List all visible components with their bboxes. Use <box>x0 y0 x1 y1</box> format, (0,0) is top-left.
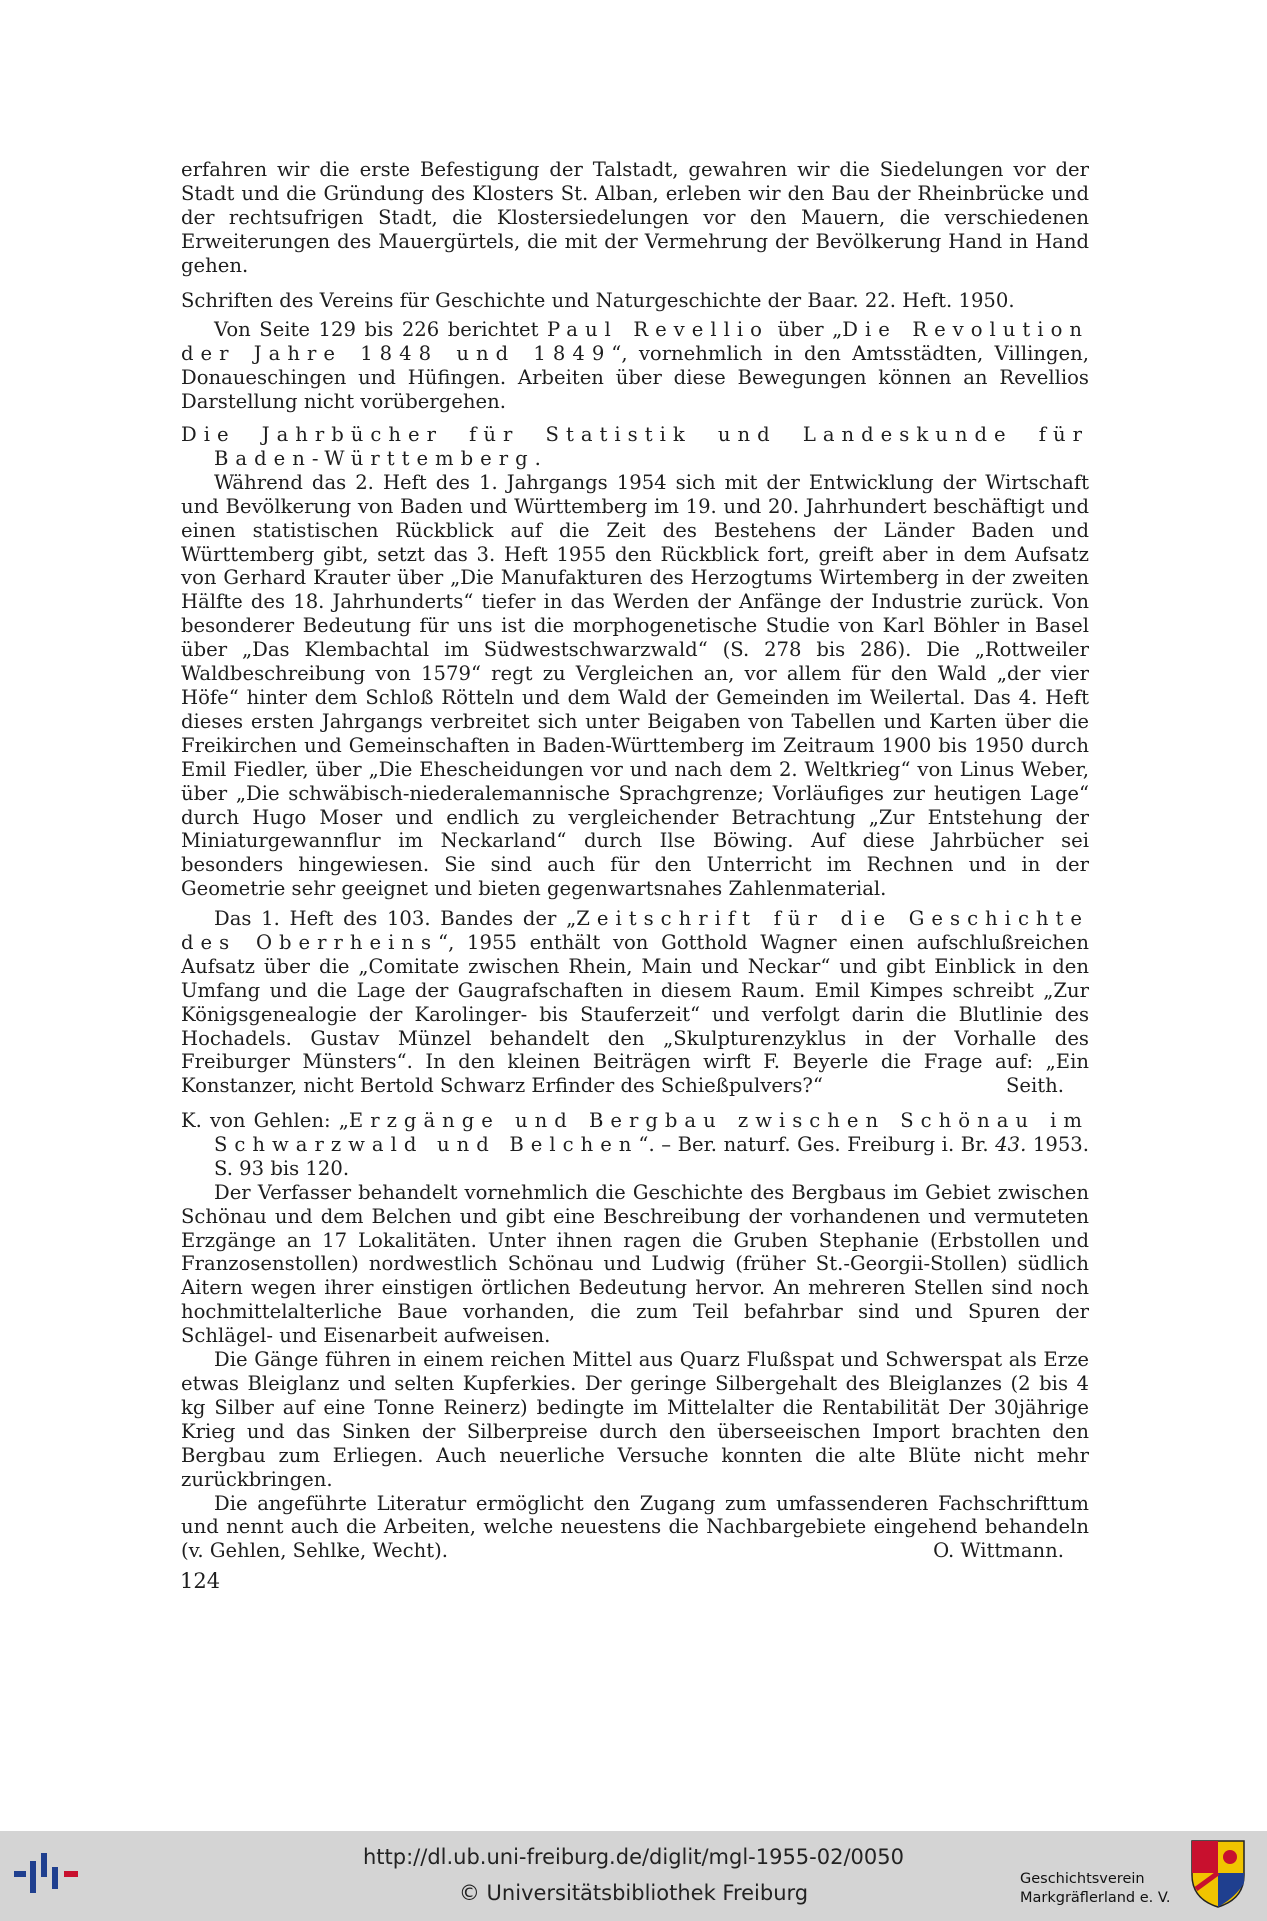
review-body: Die Gänge führen in einem reichen Mittel aus Quarz Flußspat und Schwerspat als Erze etwas Bleiglanz und selten Kupferkies. Der geringe Silbergehalt des Bleiglanzes (2 bis 4 kg Silber auf eine Tonne Reinerz) bedingte im Mittelalter die Rentabilität Der 30jährige Krieg und das Sinken der Silberpreise durch den überseeischen Import brachten den Bergbau zum Erliegen. Auch neuerliche Versuche konnten die alte Blüte nicht mehr zurückbringen. <box>181 1348 1089 1491</box>
review-baar <box>181 289 1089 414</box>
review-body: Während das 2. Heft des 1. Jahrgangs 1954 sich mit der Entwicklung der Wirtschaft und Bevölkerung von Baden und Württemberg im 19. und 20. Jahrhundert beschäftigt und einen statistischen Rückblick auf die Zeit des Bestehens der Länder Baden und Württemberg gibt, setzt das 3. Heft 1955 den Rückblick fort, greift aber in dem Aufsatz von Gerhard Krauter über „Die Manufakturen des Herzogtums Wirtemberg in der zweiten Hälfte des 18. Jahrhunderts“ tiefer in das Werden der Anfänge der Industrie zurück. Von besonderer Bedeutung für uns ist die morphogenetische Studie von Karl Böhler in Basel über „Das Klembachtal im Südwestschwarzwald“ (S. 278 bis 286). Die „Rottweiler Waldbeschreibung von 1579“ regt zu Vergleichen an, vor allem für den Wald „der vier Höfe“ hinter dem Schloß Rötteln und dem Wald der Gemeinden im Weilertal. Das 4. Heft dieses ersten Jahrgangs verbreitet sich unter Beigaben von Tabellen und Karten über die Freikirchen und Gemeinschaften in Baden-Württemberg im Zeitraum 1900 bis 1950 durch Emil Fiedler, über „Die Ehescheidungen vor und nach dem 2. Weltkrieg“ von Linus Weber, über „Die schwäbisch-niederalemannische Sprachgrenze; Vorläufiges zur heutigen Lage“ durch Hugo Moser und endlich zu vergleichender Betrachtung „Zur Entstehung der Miniaturgewannflur im Neckarland“ durch Ilse Böwing. Auf diese Jahrbücher sei besonders hingewiesen. Sie sind auch für den Unterricht im Rechnen und in der Geometrie sehr geeignet und bieten gegenwartsnahes Zahlenmaterial. <box>181 470 1089 901</box>
review-body: Von Seite 129 bis 226 berichtet Paul Revellio über „Die Revolution der Jahre 1848 und 1849“, vornehmlich in den Amtsstädten, Villingen, Donaueschingen und Hüfingen. Arbeiten über diese Bewegungen können an Revellios Darstellung nicht vorübergehen. <box>181 317 1089 413</box>
journal-title: Zeitschrift für die Geschichte des Oberrheins <box>181 907 1090 954</box>
review-body: Das 1. Heft des 103. Bandes der „Zeitschrift für die Geschichte des Oberrheins“, 1955 enthält von Gotthold Wagner einen aufschlußreichen Aufsatz über die „Comitate zwischen Rhein, Main und Neckar“ und gibt Einblick in den Umfang und die Lage der Gaugrafschaften in diesem Raum. Emil Kimpes schreibt „Zur Königsgenealogie der Karolinger- bis Stauferzeit“ und verfolgt darin die Blutlinie des Hochadels. Gustav Münzel behandelt den „Skulpturenzyklus in der Vorhalle des Freiburger Münsters“. In den kleinen Beiträgen wirft F. Beyerle die Frage auf: „Ein Konstanzer, nicht Bertold Schwarz Erfinder des Schießpulvers?“ Seith. <box>181 907 1090 1098</box>
document-url[interactable]: http://dl.ub.uni-freiburg.de/diglit/mgl-1955-02/0050 <box>362 1845 904 1869</box>
society-name-line1: Geschichtsverein <box>1020 1871 1145 1887</box>
review-jahrbuecher <box>181 423 1089 901</box>
review-gehlen <box>181 1109 1089 1563</box>
volume-number: 43. <box>995 1132 1027 1156</box>
author-name: Paul Revellio <box>546 317 769 341</box>
paragraph-continuation <box>181 158 1089 278</box>
page-number: 124 <box>180 1569 221 1593</box>
article-title: Die Revolution der Jahre 1848 und 1849 <box>181 317 1089 365</box>
reviewer-signature: O. Wittmann. <box>933 1539 1064 1563</box>
coat-of-arms-icon <box>1190 1839 1246 1909</box>
review-title: Die Jahrbücher für Statistik und Landeskunde für Baden-Württemberg. <box>181 423 1089 470</box>
footer-bar <box>0 1831 1267 1921</box>
society-name-line2: Markgräflerland e. V. <box>1020 1890 1171 1906</box>
review-body: Die angeführte Literatur ermöglicht den Zugang zum umfassenderen Fachschrifttum und nennt auch die Arbeiten, welche neuestens die Nachbargebiete eingehend behandeln (v. Gehlen, Sehlke, Wecht). O. Wittmann. <box>181 1491 1089 1563</box>
review-reference: Schriften des Vereins für Geschichte und Naturgeschichte der Baar. 22. Heft. 1950. <box>181 289 1015 312</box>
review-reference: K. von Gehlen: „Erzgänge und Bergbau zwischen Schönau im Schwarzwald und Belchen“. – Ber. naturf. Ges. Freiburg i. Br. 43. 1953. S. 93 bis 120. <box>181 1109 1089 1180</box>
society-name <box>1020 1870 1171 1908</box>
review-body: Der Verfasser behandelt vornehmlich die Geschichte des Bergbaus im Gebiet zwischen Schönau und dem Belchen und gibt eine Beschreibung der vorhandenen und vermuteten Erzgänge an 17 Lokalitäten. Unter ihnen ragen die Gruben Stephanie (Erbstollen und Franzosenstollen) nordwestlich Schönau und Ludwig (früher St.-Georgii-Stollen) südlich Aitern wegen ihrer einstigen örtlichen Bedeutung hervor. An mehreren Stellen sind noch hochmittelalterliche Baue vorhanden, die zum Teil befahrbar sind und Spuren der Schlägel- und Eisenarbeit aufweisen. <box>181 1180 1089 1348</box>
copyright-notice: © Universitätsbibliothek Freiburg <box>458 1881 809 1905</box>
review-zeitschrift <box>181 907 1089 1098</box>
paragraph-text: erfahren wir die erste Befestigung der Talstadt, gewahren wir die Siedelungen vor der Stadt und die Gründung des Klosters St. Alban, erleben wir den Bau der Rheinbrücke und der rechtsufrigen Stadt, die Klostersiedelungen vor den Mauern, die verschiedenen Erweiterungen des Mauergürtels, die mit der Vermehrung der Bevölkerung Hand in Hand gehen. <box>181 158 1089 277</box>
reviewer-signature: Seith. <box>1005 1074 1064 1098</box>
article-title: Erzgänge und Bergbau zwischen Schönau im Schwarzwald und Belchen <box>214 1109 1089 1156</box>
